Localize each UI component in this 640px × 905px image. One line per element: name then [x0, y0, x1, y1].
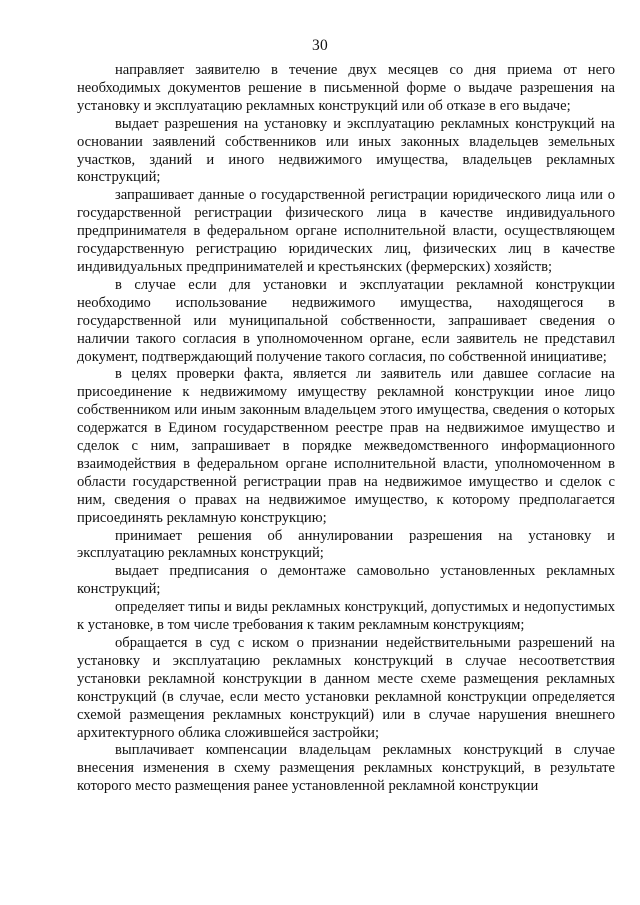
paragraph: выплачивает компенсации владельцам рекламных конструкций в случае внесения изменения в схему размещения рекламных конструкций, в результате которого место размещения ранее установленной рекламной конструкции: [77, 742, 615, 795]
paragraph: в случае если для установки и эксплуатации рекламной конструкции необходимо использование недвижимого имущества, находящегося в государственной или муниципальной собственности, запрашивает сведения о наличии такого согласия в уполномоченном органе, если заявитель не представил документ, подтверждающий получение такого согласия, по собственной инициативе;: [77, 276, 615, 365]
paragraph: в целях проверки факта, является ли заявитель или давшее согласие на присоединение к недвижимому имуществу рекламной конструкции иное лицо собственником или иным законным владельцем этого имущества, сведения о которых содержатся в Едином государственном реестре прав на недвижимое имущество и сделок с ним, запрашивает в порядке межведомственного информационного взаимодействия в федеральном органе исполнительной власти, уполномоченном в области государственной регистрации прав на недвижимое имущество и сделок с ним, сведения о правах на недвижимое имущество, к которому предполагается присоединять рекламную конструкцию;: [77, 366, 615, 526]
paragraph: выдает предписания о демонтаже самовольно установленных рекламных конструкций;: [77, 563, 615, 598]
document-body: [77, 62, 615, 796]
paragraph: принимает решения об аннулировании разрешения на установку и эксплуатацию рекламных конструкций;: [77, 527, 615, 562]
page-number: 30: [312, 37, 328, 54]
paragraph: обращается в суд с иском о признании недействительными разрешений на установку и эксплуатацию рекламных конструкций в случае несоответствия установки рекламной конструкции в данном месте схеме размещения рекламных конструкций (в случае, если место установки рекламной конструкции определяется схемой размещения рекламных конструкций) или в случае нарушения внешнего архитектурного облика сложившейся застройки;: [77, 635, 615, 741]
paragraph: направляет заявителю в течение двух месяцев со дня приема от него необходимых документов решение в письменной форме о выдаче разрешения на установку и эксплуатацию рекламных конструкций или об отказе в его выдаче;: [77, 62, 615, 114]
paragraph: запрашивает данные о государственной регистрации юридического лица или о государственной регистрации физического лица в качестве индивидуального предпринимателя в федеральном органе исполнительной власти, осуществляющем государственную регистрацию юридических лиц, физических лиц в качестве индивидуальных предпринимателей и крестьянских (фермерских) хозяйств;: [77, 187, 615, 275]
paragraph: выдает разрешения на установку и эксплуатацию рекламных конструкций на основании заявлений собственников или иных законных владельцев земельных участков, зданий и иного недвижимого имущества, владельцев рекламных конструкций;: [77, 115, 615, 186]
paragraph: определяет типы и виды рекламных конструкций, допустимых и недопустимых к установке, в том числе требования к таким рекламным конструкциям;: [77, 599, 615, 634]
